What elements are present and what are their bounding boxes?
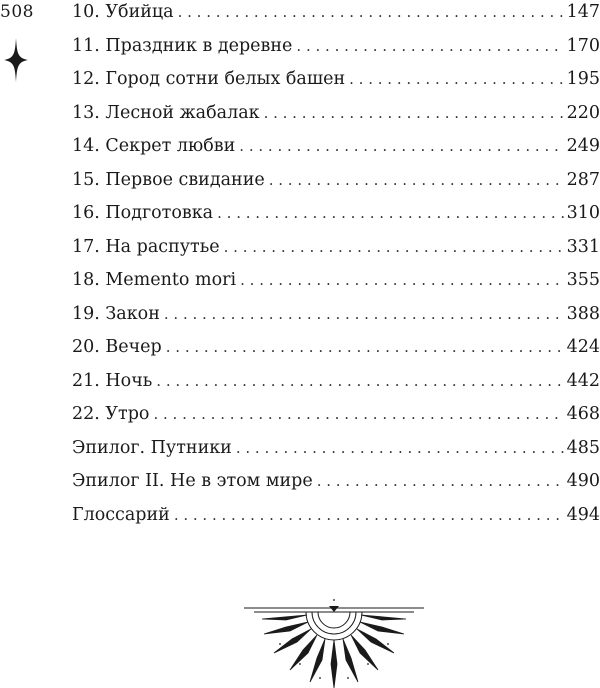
toc-entry[interactable] xyxy=(72,268,600,302)
toc-entry-page: 485 xyxy=(566,437,600,458)
toc-entry-page: 494 xyxy=(566,504,600,525)
toc-entry[interactable] xyxy=(72,436,600,470)
table-of-contents xyxy=(72,0,600,536)
toc-entry-page: 170 xyxy=(566,35,600,56)
toc-entry[interactable] xyxy=(72,168,600,202)
toc-entry-title: 16. Подготовка xyxy=(72,203,214,223)
toc-dot-leader xyxy=(239,134,564,158)
toc-entry-page: 442 xyxy=(566,370,600,391)
toc-entry[interactable] xyxy=(72,402,600,436)
toc-dot-leader xyxy=(174,503,564,527)
toc-dot-leader xyxy=(166,335,564,359)
page-number: 508 xyxy=(0,2,34,22)
toc-entry-title: 21. Ночь xyxy=(72,370,153,391)
toc-entry-title: 17. На распутье xyxy=(72,236,220,257)
toc-dot-leader xyxy=(217,201,564,225)
toc-entry[interactable] xyxy=(72,369,600,403)
four-point-star-icon xyxy=(4,38,28,82)
toc-entry[interactable] xyxy=(72,67,600,101)
toc-entry[interactable] xyxy=(72,34,600,68)
toc-dot-leader xyxy=(236,436,564,460)
toc-entry-title: 22. Утро xyxy=(72,404,150,424)
toc-entry[interactable] xyxy=(72,235,600,269)
toc-dot-leader xyxy=(178,0,564,24)
toc-entry-page: 388 xyxy=(566,303,600,324)
toc-entry[interactable] xyxy=(72,201,600,235)
toc-entry-page: 220 xyxy=(566,102,600,123)
toc-dot-leader xyxy=(264,101,564,125)
toc-entry-page: 355 xyxy=(566,270,600,290)
toc-entry-title: 13. Лесной жабалак xyxy=(72,102,260,123)
toc-entry[interactable] xyxy=(72,335,600,369)
sun-rays-ornament xyxy=(240,598,428,688)
toc-entry-title: Глоссарий xyxy=(72,504,170,525)
toc-entry-title: 15. Первое свидание xyxy=(72,169,265,190)
toc-dot-leader xyxy=(153,402,564,426)
toc-entry[interactable] xyxy=(72,503,600,537)
toc-entry-page: 287 xyxy=(566,169,600,190)
toc-dot-leader xyxy=(269,168,564,192)
toc-entry-title: 18. Memento mori xyxy=(72,270,237,290)
toc-entry-page: 249 xyxy=(566,136,600,156)
toc-entry-page: 331 xyxy=(566,236,600,257)
toc-entry-title: Эпилог. Путники xyxy=(72,437,232,458)
toc-entry[interactable] xyxy=(72,134,600,168)
toc-entry-page: 424 xyxy=(566,337,600,357)
toc-entry-page: 468 xyxy=(566,404,600,424)
toc-entry-title: 11. Праздник в деревне xyxy=(72,35,293,56)
toc-entry-page: 195 xyxy=(566,69,600,89)
toc-entry-title: 10. Убийца xyxy=(72,2,174,22)
toc-entry-page: 147 xyxy=(566,2,600,22)
toc-entry[interactable] xyxy=(72,469,600,503)
toc-entry-title: Эпилог II. Не в этом мире xyxy=(72,471,313,491)
toc-entry-title: 20. Вечер xyxy=(72,337,162,357)
toc-dot-leader xyxy=(224,235,564,259)
toc-dot-leader xyxy=(317,469,564,493)
toc-entry[interactable] xyxy=(72,0,600,34)
toc-entry-title: 14. Секрет любви xyxy=(72,136,236,156)
toc-dot-leader xyxy=(240,268,564,292)
toc-entry-page: 310 xyxy=(566,203,600,223)
toc-entry[interactable] xyxy=(72,101,600,135)
toc-dot-leader xyxy=(349,67,564,91)
toc-dot-leader xyxy=(164,302,564,326)
toc-entry-title: 19. Закон xyxy=(72,303,160,324)
toc-dot-leader xyxy=(296,34,564,58)
toc-entry-title: 12. Город сотни белых башен xyxy=(72,69,346,89)
toc-dot-leader xyxy=(156,369,564,393)
toc-entry-page: 490 xyxy=(566,471,600,491)
toc-entry[interactable] xyxy=(72,302,600,336)
